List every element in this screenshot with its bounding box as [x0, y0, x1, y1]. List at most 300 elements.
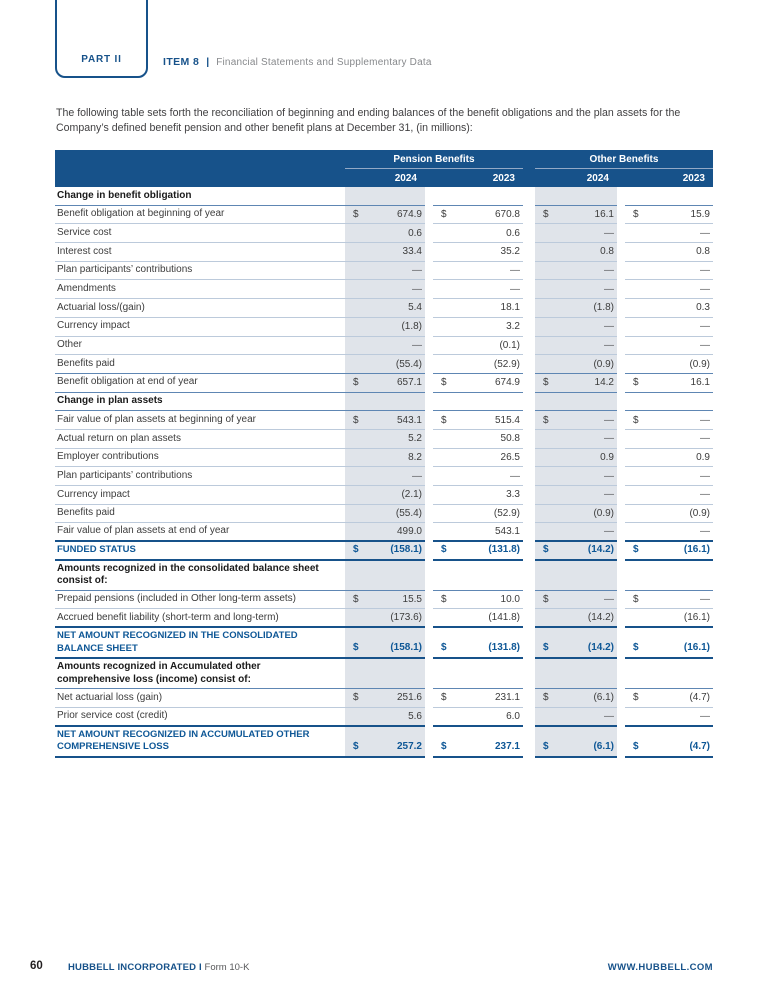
- dollar-sign: $: [543, 642, 549, 654]
- value: —: [412, 470, 422, 482]
- value: 5.2: [408, 433, 422, 445]
- table-row: [55, 505, 713, 524]
- row-label: Actuarial loss/(gain): [55, 299, 345, 318]
- value-cell: [433, 659, 523, 689]
- value-cell: [433, 393, 523, 412]
- column-gap: [523, 486, 535, 505]
- value: (52.9): [493, 358, 520, 370]
- table-row: [55, 449, 713, 468]
- year-header: 2024: [586, 172, 609, 184]
- dollar-sign: $: [353, 740, 359, 752]
- row-label: Prior service cost (credit): [55, 708, 345, 727]
- column-gap: [523, 708, 535, 727]
- value: (6.1): [593, 692, 614, 704]
- column-gap: [425, 689, 433, 708]
- value: (16.1): [683, 543, 710, 555]
- value-cell: [345, 411, 425, 430]
- year-header: 2023: [492, 172, 515, 184]
- row-label: Currency impact: [55, 486, 345, 505]
- value-cell: [433, 727, 523, 758]
- row-label: Fair value of plan assets at beginning of year: [55, 411, 345, 430]
- value-cell: [625, 374, 713, 393]
- column-gap: [523, 505, 535, 524]
- value: (158.1): [390, 642, 422, 654]
- value: 543.1: [396, 414, 422, 426]
- value: 674.9: [494, 377, 520, 389]
- value: —: [604, 433, 614, 445]
- value-cell: [345, 628, 425, 659]
- table-row: [55, 280, 713, 299]
- value-cell: [345, 374, 425, 393]
- row-label: Prepaid pensions (included in Other long-term assets): [55, 591, 345, 610]
- value-cell: [535, 591, 617, 610]
- value: (14.2): [587, 612, 614, 624]
- row-label: Interest cost: [55, 243, 345, 262]
- column-gap: [425, 187, 433, 206]
- value-cell: [625, 505, 713, 524]
- dollar-sign: $: [441, 692, 447, 704]
- value-cell: [625, 280, 713, 299]
- value-cell: [625, 708, 713, 727]
- table-row: [55, 523, 713, 542]
- value: 0.8: [600, 246, 614, 258]
- dollar-sign: $: [543, 543, 549, 555]
- value-cell: [535, 243, 617, 262]
- year-header: 2023: [682, 172, 705, 184]
- website-link[interactable]: WWW.HUBBELL.COM: [607, 962, 713, 973]
- column-gap: [617, 609, 625, 628]
- value-cell: [535, 318, 617, 337]
- value-cell: [433, 280, 523, 299]
- benefit-obligation-table: [55, 150, 713, 758]
- value: 26.5: [500, 451, 520, 463]
- dollar-sign: $: [633, 642, 639, 654]
- value: (16.1): [683, 642, 710, 654]
- value-cell: [345, 224, 425, 243]
- value: (14.2): [587, 642, 614, 654]
- brand-line: [68, 962, 249, 973]
- column-gap: [617, 411, 625, 430]
- dollar-sign: $: [441, 740, 447, 752]
- value: —: [700, 265, 710, 277]
- column-gap: [523, 243, 535, 262]
- value: (2.1): [401, 489, 422, 501]
- value: —: [604, 414, 614, 426]
- value: —: [604, 265, 614, 277]
- value-cell: [345, 393, 425, 412]
- value: 257.2: [396, 740, 422, 752]
- value: (16.1): [683, 612, 710, 624]
- column-gap: [523, 591, 535, 610]
- value: —: [700, 321, 710, 333]
- column-gap: [425, 708, 433, 727]
- value: 0.3: [696, 302, 710, 314]
- dollar-sign: $: [353, 209, 359, 221]
- row-label: Service cost: [55, 224, 345, 243]
- value-cell: [625, 206, 713, 225]
- column-gap: [425, 561, 433, 591]
- row-label: Benefit obligation at end of year: [55, 374, 345, 393]
- value-cell: [345, 659, 425, 689]
- value-cell: [433, 628, 523, 659]
- column-gap: [425, 337, 433, 356]
- column-gap: [617, 659, 625, 689]
- column-gap: [523, 561, 535, 591]
- brand-name: HUBBELL INCORPORATED I: [68, 962, 202, 973]
- value-cell: [625, 393, 713, 412]
- value-cell: [433, 243, 523, 262]
- column-gap: [523, 659, 535, 689]
- column-gap: [617, 374, 625, 393]
- value-cell: [625, 337, 713, 356]
- table-row: [55, 689, 713, 708]
- value-cell: [345, 609, 425, 628]
- column-gap: [617, 280, 625, 299]
- value-cell: [625, 355, 713, 374]
- item-label: ITEM 8: [163, 56, 200, 68]
- dollar-sign: $: [441, 377, 447, 389]
- value-cell: [625, 609, 713, 628]
- dollar-sign: $: [353, 414, 359, 426]
- value: (14.2): [587, 543, 614, 555]
- page-number: 60: [30, 960, 43, 972]
- column-gap: [617, 523, 625, 542]
- value: (55.4): [395, 358, 422, 370]
- value-cell: [433, 430, 523, 449]
- value-cell: [625, 224, 713, 243]
- row-label: Net actuarial loss (gain): [55, 689, 345, 708]
- value-cell: [433, 486, 523, 505]
- value-cell: [625, 449, 713, 468]
- value: (1.8): [593, 302, 614, 314]
- column-gap: [523, 609, 535, 628]
- value-cell: [345, 355, 425, 374]
- page-footer: [0, 958, 768, 978]
- value: 5.4: [408, 302, 422, 314]
- column-group-other-benefits: Other Benefits: [535, 154, 713, 169]
- value-cell: [625, 591, 713, 610]
- value-cell: [345, 523, 425, 542]
- column-gap: [617, 505, 625, 524]
- row-label: Benefits paid: [55, 355, 345, 374]
- table-row: [55, 355, 713, 374]
- value-cell: [433, 467, 523, 486]
- column-gap: [523, 318, 535, 337]
- value-cell: [535, 449, 617, 468]
- column-gap: [425, 467, 433, 486]
- value-cell: [625, 318, 713, 337]
- column-gap: [617, 337, 625, 356]
- value: (52.9): [493, 508, 520, 520]
- value-cell: [625, 727, 713, 758]
- value-cell: [345, 430, 425, 449]
- value-cell: [433, 374, 523, 393]
- value-cell: [345, 318, 425, 337]
- value: 0.6: [408, 227, 422, 239]
- row-label: Plan participants’ contributions: [55, 262, 345, 281]
- column-group-pension-benefits: Pension Benefits: [345, 154, 523, 169]
- column-gap: [617, 262, 625, 281]
- column-gap: [617, 318, 625, 337]
- column-gap: [523, 689, 535, 708]
- value-cell: [433, 523, 523, 542]
- value-cell: [535, 561, 617, 591]
- column-gap: [523, 449, 535, 468]
- column-gap: [617, 243, 625, 262]
- value: 8.2: [408, 451, 422, 463]
- value-cell: [345, 689, 425, 708]
- table-row: [55, 337, 713, 356]
- value: 3.2: [506, 321, 520, 333]
- row-label: Amendments: [55, 280, 345, 299]
- value-cell: [345, 561, 425, 591]
- value-cell: [535, 262, 617, 281]
- value: 657.1: [396, 377, 422, 389]
- table-row: [55, 318, 713, 337]
- column-gap: [523, 337, 535, 356]
- column-gap: [425, 243, 433, 262]
- column-gap: [425, 224, 433, 243]
- value-cell: [433, 337, 523, 356]
- value-cell: [535, 708, 617, 727]
- value: —: [700, 594, 710, 606]
- dollar-sign: $: [543, 209, 549, 221]
- table-body: [55, 187, 713, 758]
- value: 499.0: [396, 526, 422, 538]
- value: (173.6): [390, 612, 422, 624]
- value-cell: [345, 280, 425, 299]
- value-cell: [535, 206, 617, 225]
- value-cell: [433, 187, 523, 206]
- value: —: [700, 414, 710, 426]
- value: (131.8): [488, 543, 520, 555]
- value: 670.8: [494, 209, 520, 221]
- value-cell: [345, 505, 425, 524]
- page-header: [163, 56, 432, 68]
- value: —: [412, 265, 422, 277]
- column-gap: [523, 467, 535, 486]
- value: —: [700, 470, 710, 482]
- dollar-sign: $: [441, 642, 447, 654]
- column-gap: [523, 299, 535, 318]
- intro-paragraph: The following table sets forth the reconciliation of beginning and ending balances of the benefit obligations and the plan assets for the Company’s defined benefit pension and other benefit plans at December 31, (in millions):: [56, 107, 681, 134]
- value: 33.4: [402, 246, 422, 258]
- value: 5.6: [408, 710, 422, 722]
- value: (0.9): [689, 358, 710, 370]
- table-row: [55, 262, 713, 281]
- value-cell: [345, 467, 425, 486]
- value-cell: [535, 659, 617, 689]
- value: —: [604, 470, 614, 482]
- value-cell: [535, 542, 617, 561]
- dollar-sign: $: [353, 692, 359, 704]
- dollar-sign: $: [633, 414, 639, 426]
- dollar-sign: $: [543, 414, 549, 426]
- value-cell: [625, 689, 713, 708]
- value: 237.1: [494, 740, 520, 752]
- column-gap: [425, 727, 433, 758]
- table-row: [55, 561, 713, 591]
- value: 0.9: [696, 451, 710, 463]
- column-gap: [617, 486, 625, 505]
- value-cell: [433, 299, 523, 318]
- column-gap: [425, 262, 433, 281]
- column-gap: [523, 374, 535, 393]
- value-cell: [625, 628, 713, 659]
- value: (131.8): [488, 642, 520, 654]
- part-tab: [55, 0, 148, 78]
- column-gap: [523, 430, 535, 449]
- column-gap: [523, 355, 535, 374]
- column-gap: [617, 206, 625, 225]
- column-gap: [425, 411, 433, 430]
- column-gap: [425, 355, 433, 374]
- dollar-sign: $: [353, 377, 359, 389]
- dollar-sign: $: [633, 692, 639, 704]
- table-row: [55, 659, 713, 689]
- value-cell: [625, 486, 713, 505]
- dollar-sign: $: [543, 594, 549, 606]
- column-gap: [617, 727, 625, 758]
- value-cell: [625, 523, 713, 542]
- row-label: Employer contributions: [55, 449, 345, 468]
- value-cell: [535, 187, 617, 206]
- dollar-sign: $: [633, 377, 639, 389]
- value-cell: [433, 561, 523, 591]
- value: 18.1: [500, 302, 520, 314]
- column-gap: [425, 659, 433, 689]
- value: —: [412, 283, 422, 295]
- dollar-sign: $: [353, 642, 359, 654]
- column-gap: [523, 206, 535, 225]
- value-cell: [345, 591, 425, 610]
- value: (0.1): [499, 339, 520, 351]
- value-cell: [433, 355, 523, 374]
- value: —: [700, 339, 710, 351]
- value-cell: [625, 467, 713, 486]
- table-row: [55, 467, 713, 486]
- value-cell: [345, 449, 425, 468]
- value-cell: [625, 411, 713, 430]
- value-cell: [345, 187, 425, 206]
- table-row: [55, 393, 713, 412]
- value: 0.8: [696, 246, 710, 258]
- value-cell: [433, 708, 523, 727]
- value: 543.1: [494, 526, 520, 538]
- row-label: Actual return on plan assets: [55, 430, 345, 449]
- value-cell: [535, 430, 617, 449]
- value: —: [604, 594, 614, 606]
- table-row: [55, 542, 713, 561]
- value: —: [604, 710, 614, 722]
- table-row: [55, 374, 713, 393]
- table-row: [55, 708, 713, 727]
- row-label: FUNDED STATUS: [55, 542, 345, 561]
- item-separator: |: [206, 56, 210, 68]
- dollar-sign: $: [353, 543, 359, 555]
- value-cell: [535, 337, 617, 356]
- value-cell: [535, 486, 617, 505]
- value: 16.1: [690, 377, 710, 389]
- dollar-sign: $: [633, 594, 639, 606]
- value-cell: [433, 591, 523, 610]
- value-cell: [535, 393, 617, 412]
- value-cell: [535, 727, 617, 758]
- value-cell: [433, 505, 523, 524]
- column-gap: [425, 393, 433, 412]
- value: 3.3: [506, 489, 520, 501]
- value: —: [510, 283, 520, 295]
- row-label: Benefits paid: [55, 505, 345, 524]
- value: 515.4: [494, 414, 520, 426]
- value-cell: [433, 262, 523, 281]
- value: —: [700, 489, 710, 501]
- column-gap: [425, 591, 433, 610]
- dollar-sign: $: [633, 209, 639, 221]
- value: (0.9): [689, 508, 710, 520]
- form-label: Form 10-K: [204, 962, 250, 973]
- table-row: [55, 591, 713, 610]
- value-cell: [345, 243, 425, 262]
- column-gap: [617, 467, 625, 486]
- column-gap: [617, 187, 625, 206]
- column-gap: [425, 206, 433, 225]
- column-gap: [523, 280, 535, 299]
- value-cell: [625, 561, 713, 591]
- value-cell: [345, 486, 425, 505]
- value-cell: [625, 262, 713, 281]
- row-label: Change in benefit obligation: [55, 187, 345, 206]
- value: 16.1: [594, 209, 614, 221]
- item-title: Financial Statements and Supplementary Data: [216, 57, 432, 68]
- value-cell: [535, 299, 617, 318]
- value-cell: [535, 628, 617, 659]
- value: —: [700, 526, 710, 538]
- table-row: [55, 224, 713, 243]
- value: 231.1: [494, 692, 520, 704]
- value-cell: [625, 659, 713, 689]
- value-cell: [535, 374, 617, 393]
- value: —: [700, 283, 710, 295]
- column-gap: [425, 628, 433, 659]
- value: —: [604, 321, 614, 333]
- table-row: [55, 430, 713, 449]
- value-cell: [535, 609, 617, 628]
- value-cell: [345, 727, 425, 758]
- value-cell: [433, 609, 523, 628]
- value: (0.9): [593, 508, 614, 520]
- dollar-sign: $: [543, 377, 549, 389]
- dollar-sign: $: [543, 692, 549, 704]
- value: (6.1): [593, 740, 614, 752]
- part-label: PART II: [81, 54, 122, 65]
- column-gap: [523, 523, 535, 542]
- row-label: Amounts recognized in the consolidated balance sheet consist of:: [55, 561, 345, 591]
- value-cell: [433, 206, 523, 225]
- value-cell: [625, 299, 713, 318]
- column-gap: [425, 299, 433, 318]
- dollar-sign: $: [441, 209, 447, 221]
- table-row: [55, 609, 713, 628]
- row-label: Change in plan assets: [55, 393, 345, 412]
- value-cell: [625, 542, 713, 561]
- column-gap: [523, 224, 535, 243]
- table-row: [55, 206, 713, 225]
- table-row: [55, 299, 713, 318]
- value: (0.9): [593, 358, 614, 370]
- column-gap: [617, 542, 625, 561]
- value: (141.8): [488, 612, 520, 624]
